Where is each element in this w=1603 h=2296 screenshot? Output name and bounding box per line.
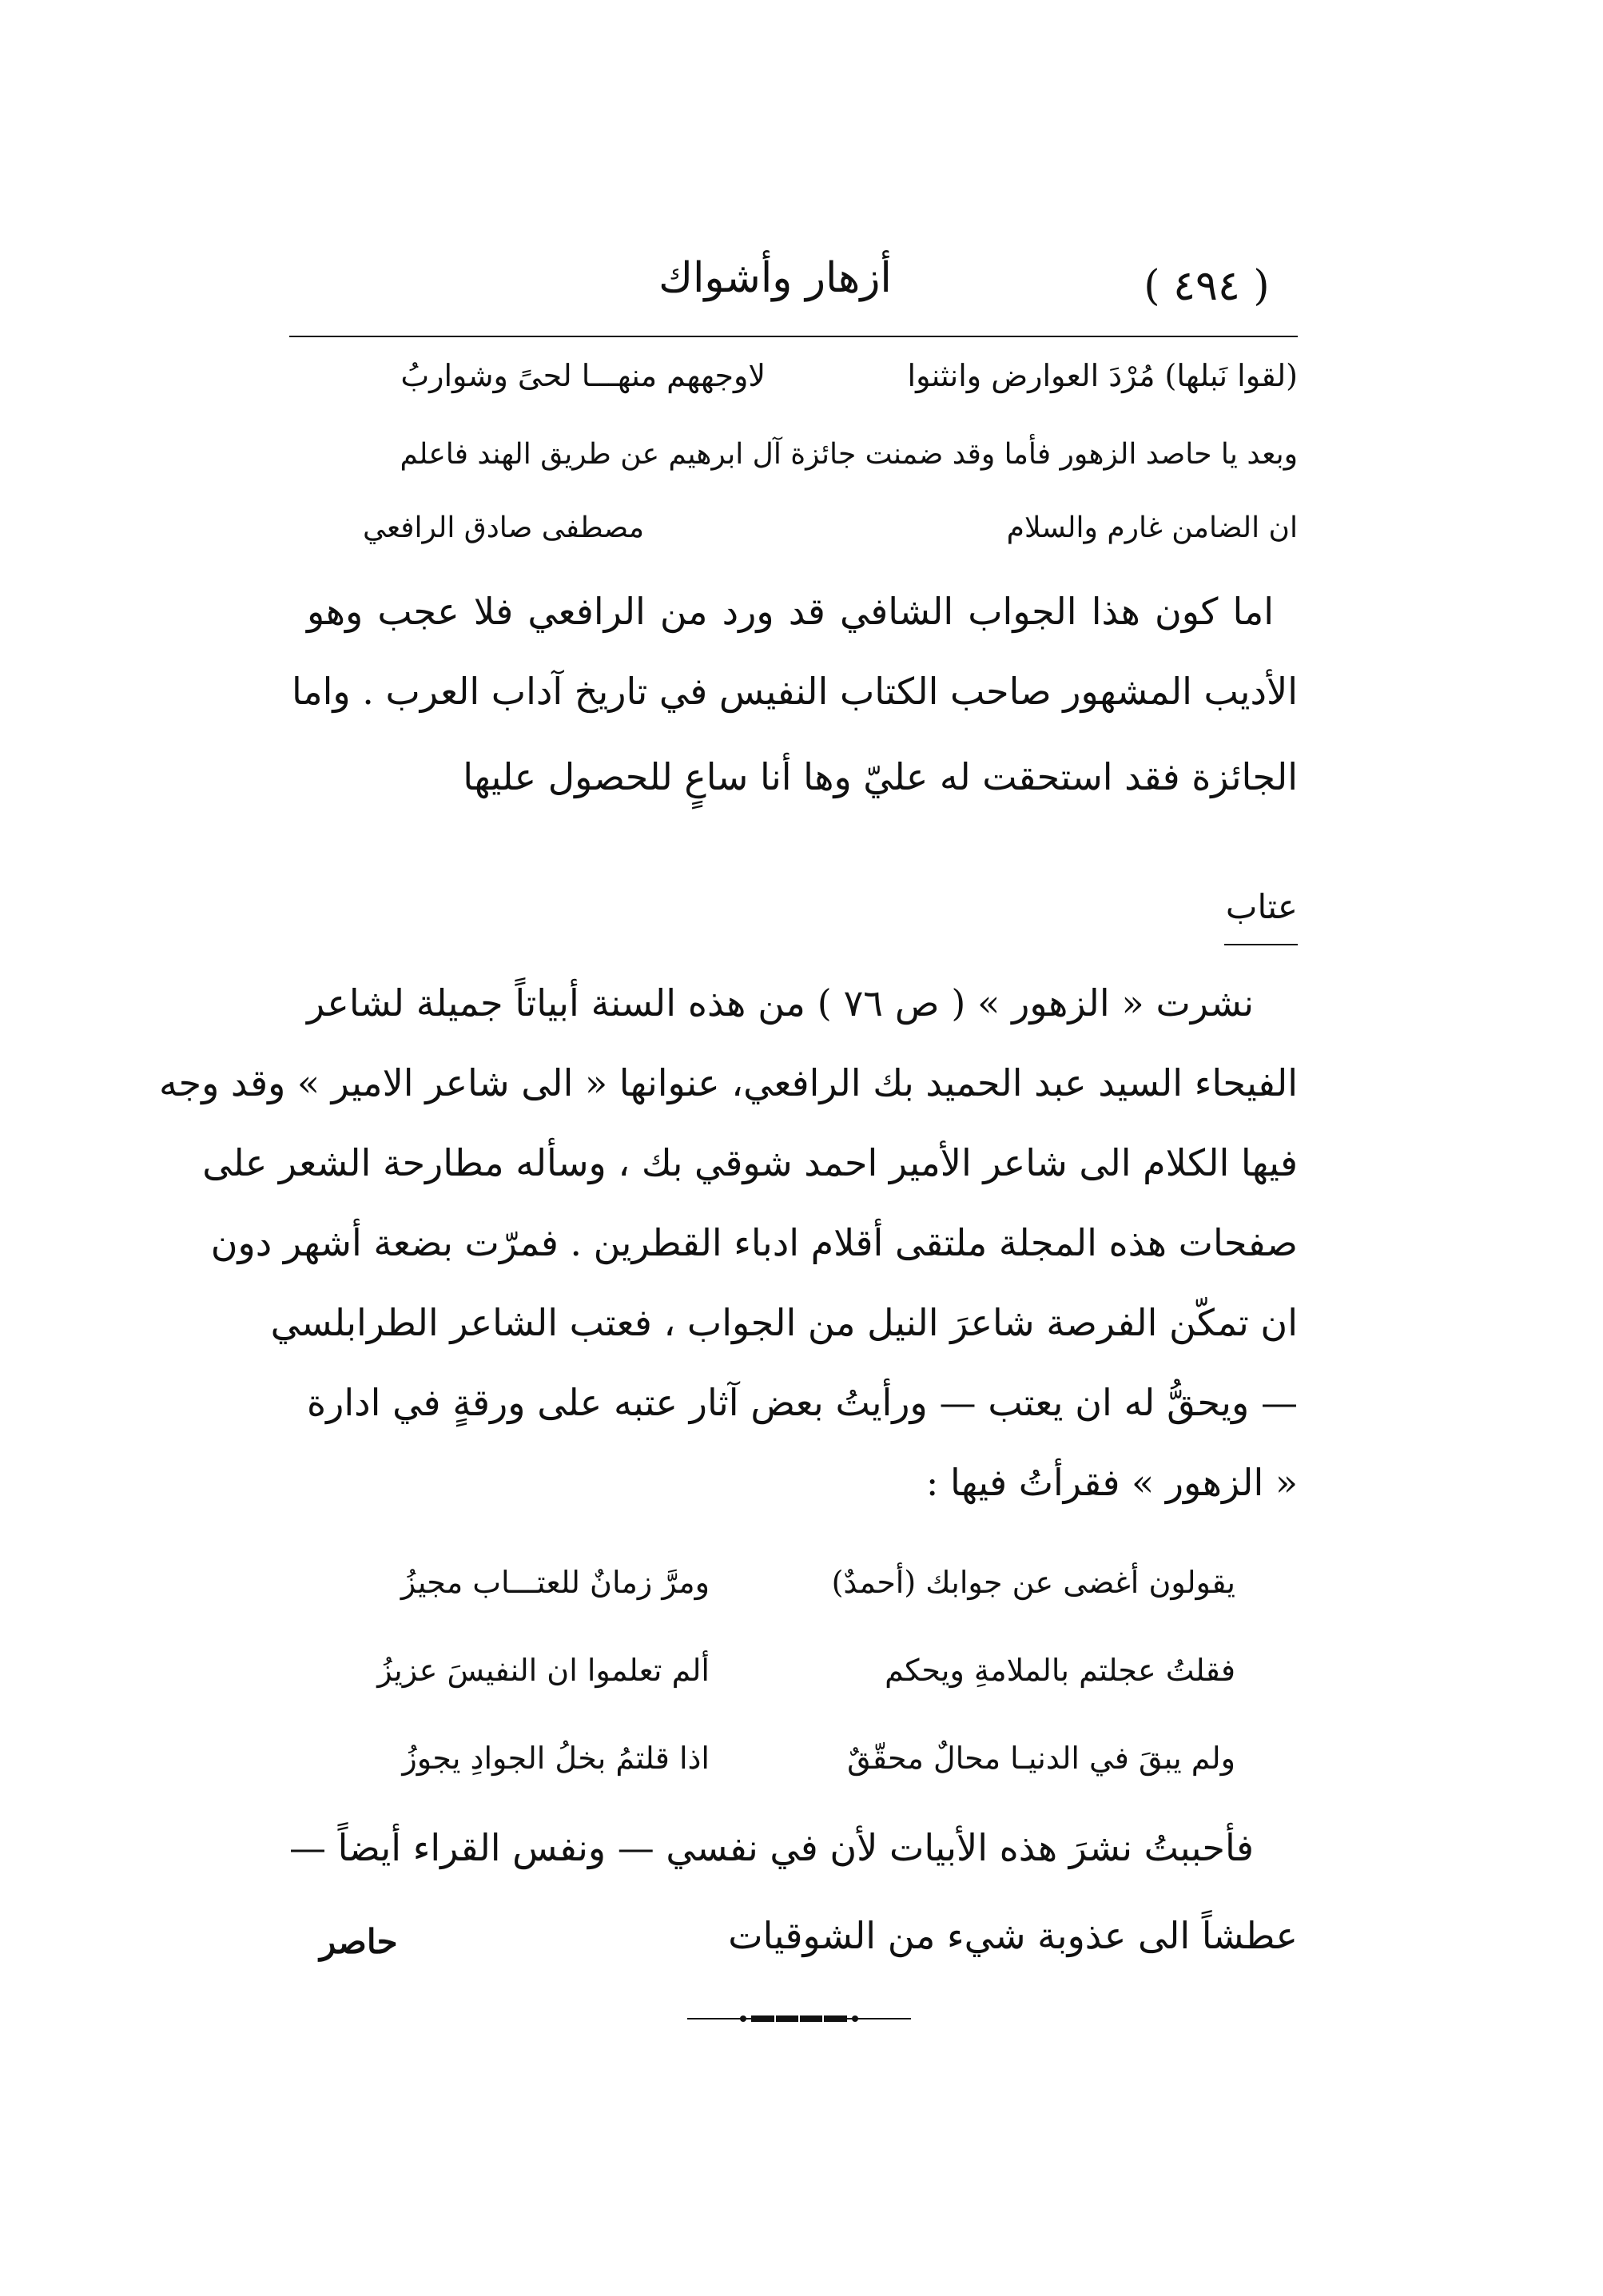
poem-hemistich-left: ومرَّ زمانٌ للعتـــاب مجيزُ bbox=[400, 1565, 710, 1600]
paragraph2-line: نشرت « الزهور » ( ص ٧٦ ) من هذه السنة أبياتاً جميلة لشاعر bbox=[307, 981, 1255, 1025]
poem-hemistich-right: ولم يبقَ في الدنيـا محالٌ محقّقٌ bbox=[847, 1741, 1235, 1776]
paragraph2-line: فيها الكلام الى شاعر الأمير احمد شوقي بك ، وسأله مطارحة الشعر على bbox=[202, 1141, 1298, 1184]
paragraph2-line: « الزهور » فقرأتُ فيها : bbox=[925, 1461, 1298, 1504]
running-title: أزهار وأشواك bbox=[658, 254, 892, 302]
poem-hemistich-left: ألم تعلموا ان النفيسَ عزيزُ bbox=[377, 1653, 710, 1688]
paragraph1-line: الجائزة فقد استحقت له عليّ وها أنا ساعٍ للحصول عليها bbox=[463, 755, 1298, 798]
paragraph2-line: الفيحاء السيد عبد الحميد بك الرافعي، عنوانها « الى شاعر الامير » وقد وجه bbox=[159, 1061, 1298, 1104]
poem-hemistich-left: اذا قلتمُ بخلُ الجوادِ يجوزُ bbox=[402, 1741, 710, 1776]
poem-hemistich-right: يقولون أغضى عن جوابك (أحمدٌ) bbox=[831, 1565, 1235, 1600]
paragraph1-line: اما كون هذا الجواب الشافي قد ورد من الرافعي فلا عجب وهو bbox=[307, 590, 1274, 633]
paragraph2-line: صفحات هذه المجلة ملتقى أقلام ادباء القطرين . فمرّت بضعة أشهر دون bbox=[210, 1221, 1298, 1264]
paragraph3-line: عطشاً الى عذوبة شيء من الشوقيات bbox=[728, 1914, 1298, 1957]
page-number: ( ٤٩٤ ) bbox=[1144, 262, 1270, 310]
top-line-1: وبعد يا حاصد الزهور فأما وقد ضمنت جائزة آل ابرهيم عن طريق الهند فاعلم bbox=[400, 438, 1298, 471]
section-heading-underline bbox=[1224, 944, 1298, 945]
poem-hemistich-right: فقلتُ عجلتم بالملامةِ ويحكم bbox=[885, 1653, 1235, 1688]
top-line-2-right: ان الضامن غارم والسلام bbox=[1006, 511, 1298, 544]
section-heading: عتاب bbox=[1225, 887, 1298, 926]
paragraph2-line: — ويحقُّ له ان يعتب — ورأيتُ بعض آثار عتبه على ورقةٍ في ادارة bbox=[307, 1381, 1298, 1424]
paragraph1-line: الأديب المشهور صاحب الكتاب النفيس في تاريخ آداب العرب . واما bbox=[291, 670, 1298, 713]
top-verse-right: (لقوا نَبلها) مُرْدَ العوارض وانثنوا bbox=[907, 358, 1298, 393]
top-signature-rafii: مصطفى صادق الرافعي bbox=[362, 511, 644, 544]
author-signature: حاصر bbox=[320, 1922, 398, 1961]
paragraph3-line: فأحببتُ نشرَ هذه الأبيات لأن في نفسي — ونفس القراء أيضاً — bbox=[288, 1826, 1254, 1869]
end-ornament-icon bbox=[687, 2011, 911, 2027]
header-rule bbox=[289, 336, 1298, 337]
top-verse-left: لاوجههم منهـــا لحىً وشواربُ bbox=[400, 358, 766, 393]
paragraph2-line: ان تمكّن الفرصة شاعرَ النيل من الجواب ، فعتب الشاعر الطرابلسي bbox=[270, 1301, 1298, 1344]
